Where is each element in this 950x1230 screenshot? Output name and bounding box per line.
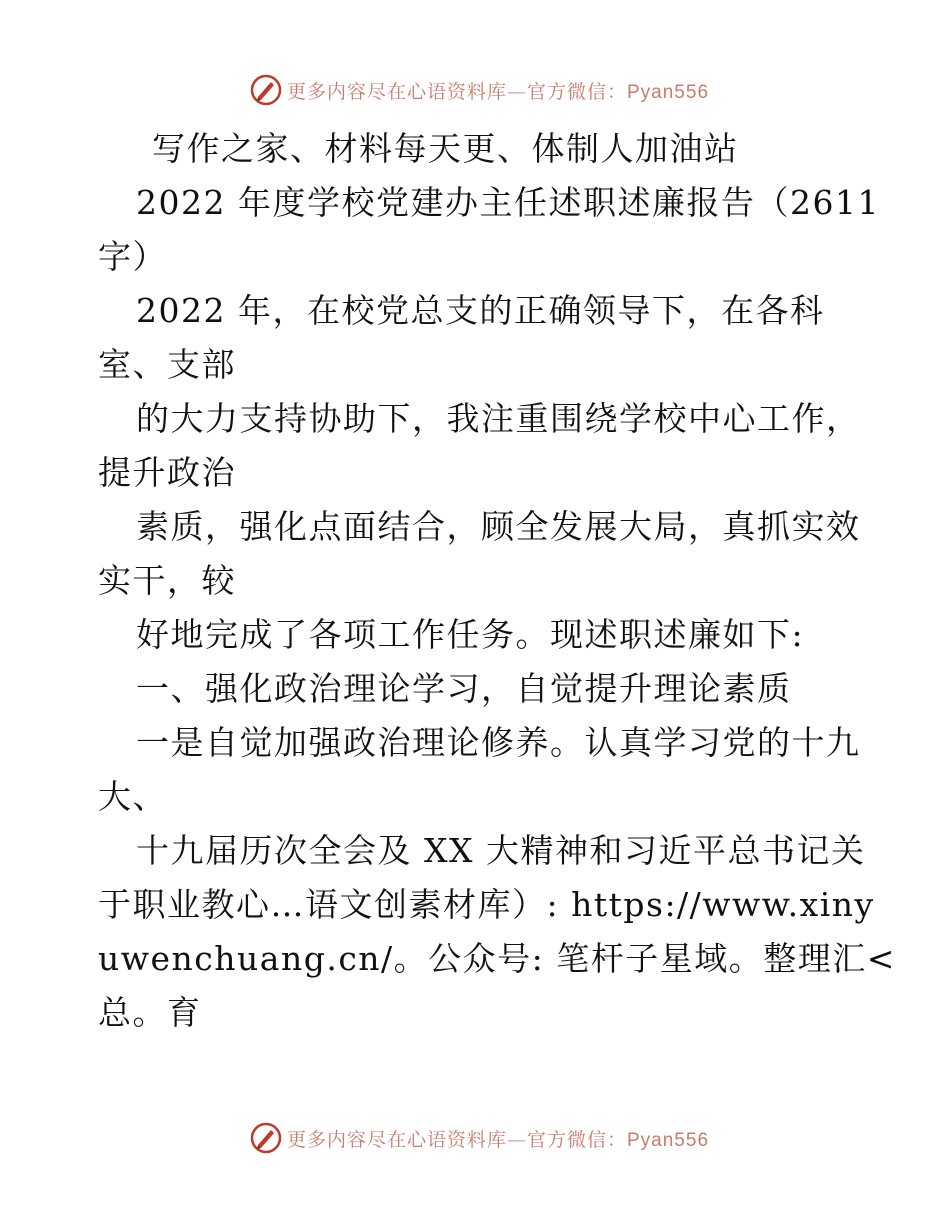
doc-line: 2022 年，在校党总支的正确领导下，在各科 (136, 291, 825, 330)
doc-line: 提升政治 (98, 453, 236, 492)
banner-wechat-id: Pyan556 (627, 81, 710, 103)
doc-line: 一是自觉加强政治理论修养。认真学习党的十九 (136, 723, 861, 762)
doc-line: 写作之家、材料每天更、体制人加油站 (152, 129, 739, 168)
banner-text (287, 1125, 709, 1152)
doc-title-line-wrap: 字） (98, 237, 167, 276)
footer-banner (0, 1120, 950, 1156)
doc-line: 实干，较 (98, 561, 236, 600)
doc-line: uwenchuang.cn/。公众号: 笔杆子星域。整理汇< (98, 939, 896, 978)
pen-logo-icon (249, 73, 283, 107)
doc-line: 的大力支持协助下，我注重围绕学校中心工作， (136, 399, 861, 438)
banner-wechat-label: 官方微信： (526, 1128, 627, 1151)
banner-site-text: 更多内容尽在心语资料库 (286, 1128, 507, 1151)
banner-content (241, 1121, 709, 1155)
banner-content (241, 73, 709, 107)
banner-wechat-label: 官方微信： (526, 80, 627, 103)
banner-separator: — (506, 80, 527, 103)
doc-line: 十九届历次全会及 XX 大精神和习近平总书记关 (136, 831, 866, 870)
banner-site-text: 更多内容尽在心语资料库 (286, 80, 507, 103)
doc-line: 素质，强化点面结合，顾全发展大局，真抓实效 (136, 507, 861, 546)
document-body (98, 122, 896, 1040)
doc-title-line: 2022 年度学校党建办主任述职述廉报告（2611 (136, 183, 880, 222)
banner-separator: — (506, 1128, 527, 1151)
banner-text (287, 77, 709, 104)
doc-section-heading: 一、强化政治理论学习，自觉提升理论素质 (136, 669, 792, 708)
banner-wechat-id: Pyan556 (627, 1129, 710, 1151)
doc-line: 室、支部 (98, 345, 236, 384)
header-banner (0, 72, 950, 108)
doc-line: 于职业教心…语文创素材库）: https://www.xiny (98, 885, 875, 924)
doc-line: 总。育 (98, 993, 202, 1032)
doc-line: 大、 (98, 777, 167, 816)
doc-line: 好地完成了各项工作任务。现述职述廉如下: (136, 615, 805, 654)
pen-logo-icon (249, 1121, 283, 1155)
